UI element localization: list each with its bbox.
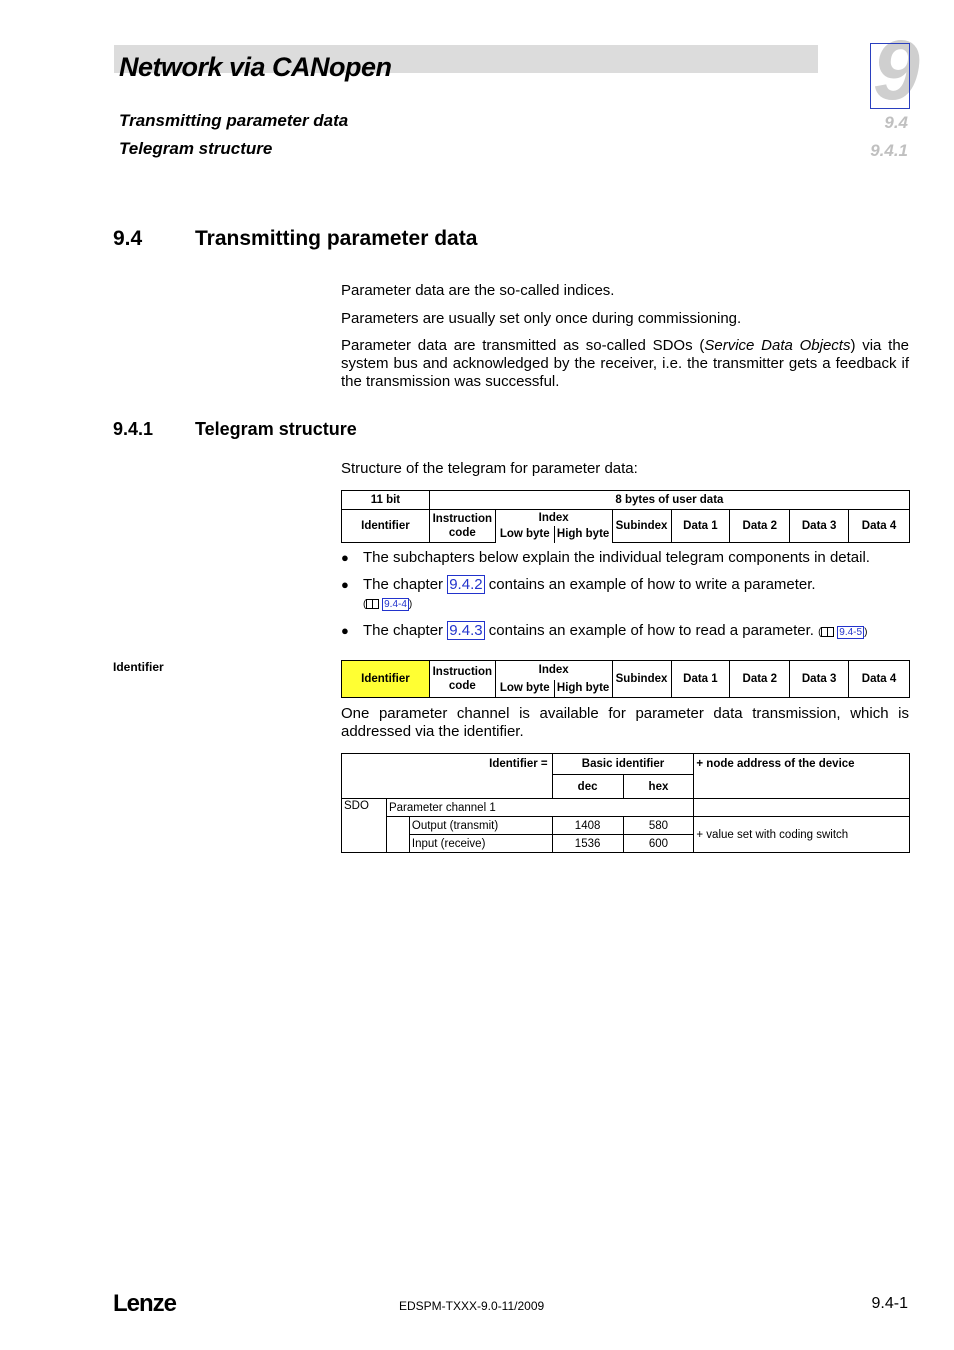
bullet-text-3 [363, 622, 867, 642]
section-title: Transmitting parameter data [195, 227, 478, 250]
cell-index: Index [495, 661, 612, 680]
cell-instruction-code: Instruction code [429, 661, 495, 698]
identifier-eq: Identifier = [342, 754, 553, 775]
output-dec: 1408 [552, 817, 623, 835]
page-ref-2: ( 9.4-4 ) [363, 599, 413, 610]
lenze-logo: Lenze [113, 1290, 177, 1317]
bullet-2-after: contains an example of how to write a parameter. [484, 576, 816, 593]
cell-subindex: Subindex [612, 510, 671, 543]
subsection-number: 9.4.1 [113, 419, 154, 439]
bullet-dot-icon: ● [341, 577, 349, 592]
page-ref-3: ( 9.4-5 ) [818, 627, 868, 638]
cell-data3: Data 3 [790, 661, 849, 698]
telegram-intro: Structure of the telegram for parameter data: [341, 460, 638, 477]
cell-low-byte: Low byte [495, 526, 554, 543]
link-9-4-4[interactable]: 9.4-4 [384, 599, 407, 610]
chapter-title: Network via CANopen [119, 52, 392, 82]
link-9-4-3[interactable]: 9.4.3 [449, 622, 483, 639]
book-icon [821, 627, 834, 637]
section-number: 9.4 [113, 227, 143, 250]
paragraph-3-start: Parameter data are transmitted as so-called SDOs ( [341, 337, 705, 354]
input-dec: 1536 [552, 835, 623, 853]
identifier-side-label: Identifier [113, 660, 164, 674]
input-hex: 600 [623, 835, 694, 853]
cell-index: Index [495, 510, 612, 526]
empty-cell [694, 775, 910, 799]
link-9-4-5[interactable]: 9.4-5 [839, 627, 863, 638]
paragraph-2: Parameters are usually set only once during commissioning. [341, 310, 742, 327]
cell-data1: Data 1 [671, 510, 730, 543]
cell-identifier-highlight: Identifier [342, 661, 430, 698]
cell-subindex: Subindex [612, 661, 671, 698]
header-subtitle-2: Telegram structure [119, 139, 273, 158]
paragraph-1: Parameter data are the so-called indices. [341, 282, 615, 299]
sdo-label: SDO [342, 799, 387, 853]
col-dec: dec [552, 775, 623, 799]
paragraph-3 [341, 337, 909, 391]
header-subtitle-1: Transmitting parameter data [119, 111, 349, 130]
empty-cell [694, 799, 910, 817]
paragraph-3-end: ) via the system bus and acknowledged by the receiver, i.e. the transmitter gets a feedback if the transmission was successful. [341, 337, 910, 390]
cell-data4: Data 4 [849, 510, 910, 543]
output-hex: 580 [623, 817, 694, 835]
header-user-data: 8 bytes of user data [429, 491, 909, 510]
chapter-number: 9 [873, 23, 920, 117]
cell-data1: Data 1 [671, 661, 730, 698]
indent-cell [386, 817, 409, 853]
bullet-2-before: The chapter [363, 576, 448, 593]
section-ref-2: 9.4.1 [870, 141, 908, 160]
chapter-number-frame [870, 43, 910, 109]
telegram-table [341, 490, 910, 543]
output-label: Output (transmit) [409, 817, 552, 835]
cell-high-byte: High byte [554, 680, 612, 698]
bullet-text-2 [363, 576, 816, 594]
cell-data4: Data 4 [849, 661, 910, 698]
input-label: Input (receive) [409, 835, 552, 853]
bullet-dot-icon: ● [341, 623, 349, 638]
col-hex: hex [623, 775, 694, 799]
empty-cell [342, 775, 553, 799]
document-id: EDSPM-TXXX-9.0-11/2009 [399, 1299, 545, 1313]
subsection-title: Telegram structure [195, 419, 357, 439]
page-number: 9.4-1 [871, 1295, 908, 1312]
header-11bit: 11 bit [342, 491, 430, 510]
section-ref-1: 9.4 [884, 113, 908, 132]
cell-data2: Data 2 [730, 510, 790, 543]
node-address: + node address of the device [694, 754, 910, 775]
identifier-table [341, 753, 910, 853]
paragraph-3-italic: Service Data Objects [704, 337, 851, 354]
cell-data3: Data 3 [790, 510, 849, 543]
cell-instruction-code: Instruction code [429, 510, 495, 543]
book-icon [366, 599, 379, 609]
bullet-3-before: The chapter [363, 622, 448, 639]
cell-low-byte: Low byte [495, 680, 554, 698]
coding-switch-note: + value set with coding switch [694, 817, 910, 853]
bullet-3-after: contains an example of how to read a parameter. [484, 622, 814, 639]
bullet-text-1: The subchapters below explain the individual telegram components in detail. [363, 549, 870, 566]
parameter-channel: Parameter channel 1 [386, 799, 693, 817]
link-9-4-2[interactable]: 9.4.2 [449, 576, 483, 593]
bullet-dot-icon: ● [341, 550, 349, 565]
basic-identifier: Basic identifier [552, 754, 694, 775]
cell-data2: Data 2 [730, 661, 790, 698]
cell-identifier: Identifier [342, 510, 430, 543]
cell-high-byte: High byte [554, 526, 612, 543]
identifier-description: One parameter channel is available for parameter data transmission, which is addressed via the identifier. [341, 705, 909, 740]
telegram-table-identifier [341, 660, 910, 698]
